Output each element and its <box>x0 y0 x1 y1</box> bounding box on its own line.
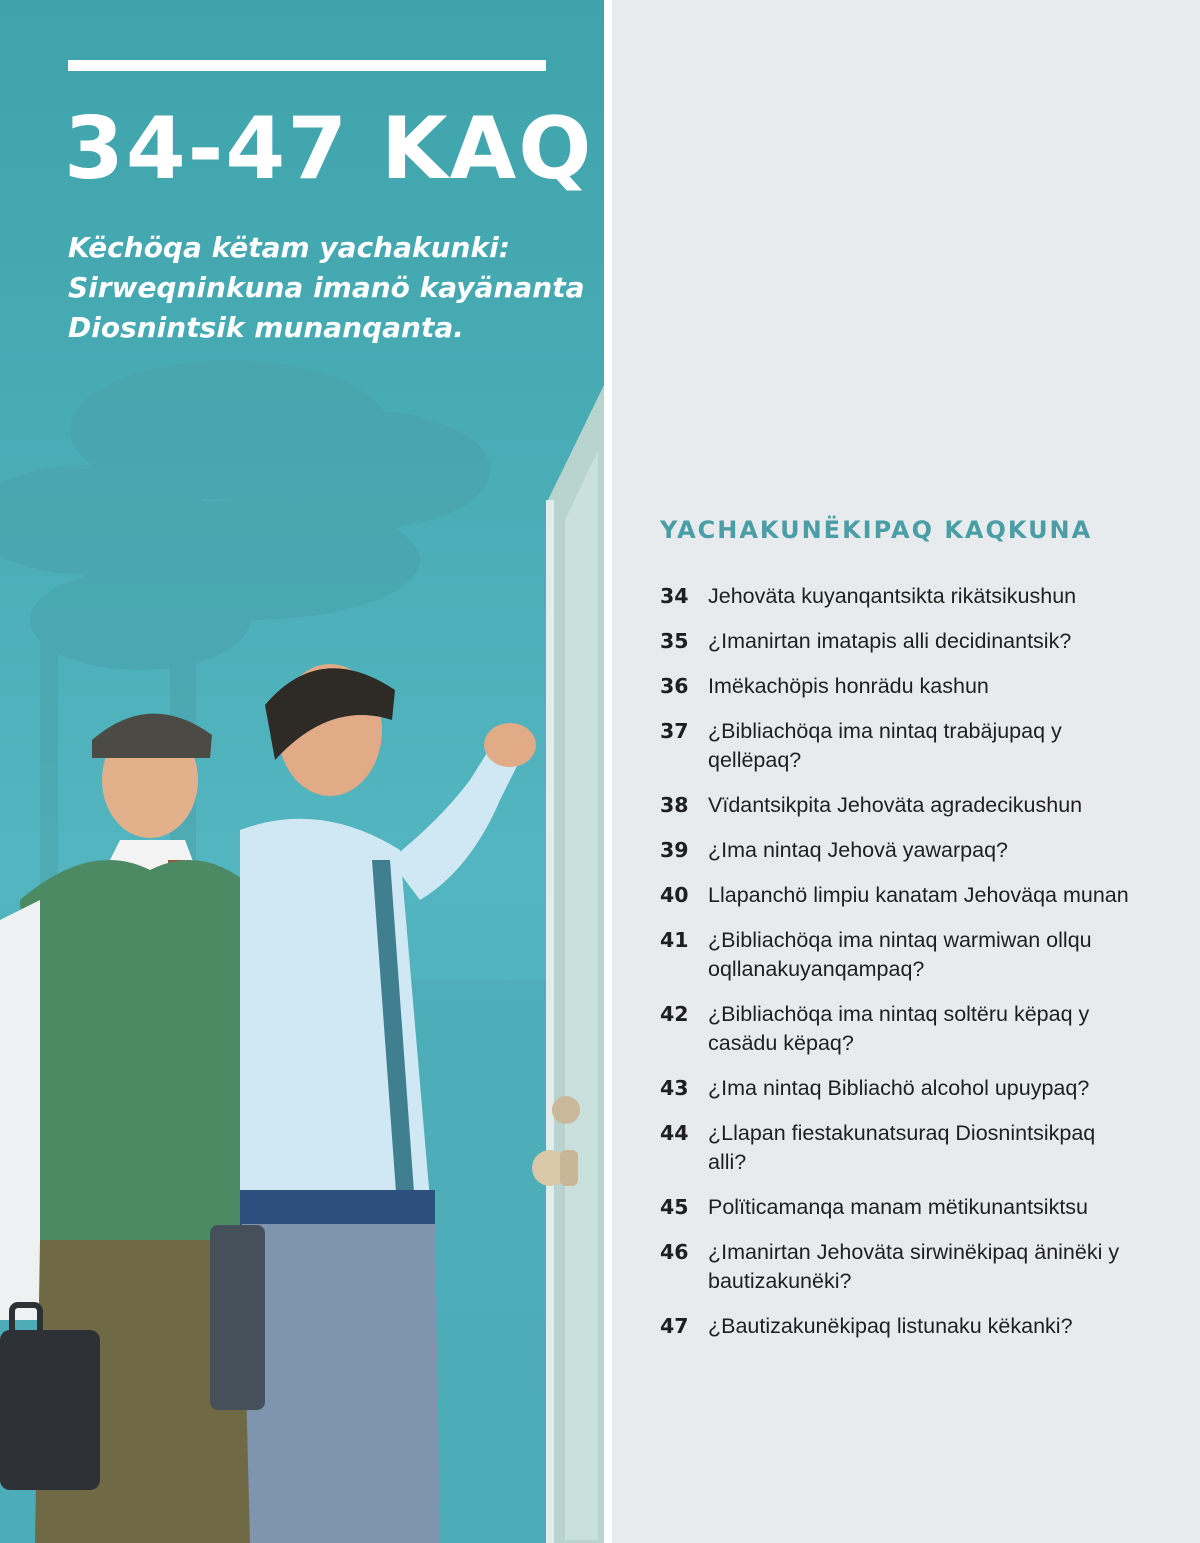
green-vest <box>20 860 265 1240</box>
lesson-title: ¿Llapan fiestakunatsuraq Diosnintsikpaq alli? <box>708 1121 1096 1174</box>
lesson-title: ¿Bautizakunëkipaq listunaku këkanki? <box>708 1314 1073 1338</box>
lesson-number: 36 <box>660 674 689 698</box>
lesson-number: 45 <box>660 1195 689 1219</box>
contents-heading: YACHAKUNËKIPAQ KAQKUNA <box>660 516 1093 544</box>
lesson-number: 39 <box>660 838 689 862</box>
lesson-item <box>660 881 1180 910</box>
lesson-title: ¿Ima nintaq Bibliachö alcohol upuypaq? <box>708 1076 1090 1100</box>
lesson-number: 43 <box>660 1076 689 1100</box>
lesson-item <box>660 1074 1180 1103</box>
contents-panel <box>612 0 1200 1543</box>
lesson-title: Vïdantsikpita Jehoväta agradecikushun <box>708 793 1083 817</box>
lesson-item <box>660 672 1180 701</box>
lesson-title: ¿Imanirtan Jehoväta sirwinëkipaq äninëki y bautizakunëki? <box>708 1240 1120 1293</box>
lesson-title: ¿Ima nintaq Jehovä yawarpaq? <box>708 838 1008 862</box>
lesson-title: ¿Bibliachöqa ima nintaq warmiwan ollqu oqllanakuyanqampaq? <box>708 928 1092 981</box>
lesson-item <box>660 627 1180 656</box>
trousers <box>242 1224 440 1543</box>
lesson-title: Polïticamanqa manam mëtikunantsiktsu <box>708 1195 1089 1219</box>
lesson-number: 47 <box>660 1314 689 1338</box>
lesson-number: 46 <box>660 1240 689 1264</box>
lesson-number: 41 <box>660 928 689 952</box>
lesson-number: 37 <box>660 719 689 743</box>
lesson-item <box>660 1119 1180 1177</box>
lesson-item <box>660 1000 1180 1058</box>
lesson-number: 44 <box>660 1121 689 1145</box>
lesson-item <box>660 1238 1180 1296</box>
lesson-number: 34 <box>660 584 689 608</box>
lesson-title: ¿Bibliachöqa ima nintaq soltëru këpaq y casädu këpaq? <box>708 1002 1090 1055</box>
lesson-title: Jehoväta kuyanqantsikta rikätsikushun <box>708 584 1077 608</box>
title-rule <box>68 60 546 71</box>
lesson-number: 40 <box>660 883 689 907</box>
lesson-item <box>660 791 1180 820</box>
knocking-hand <box>484 723 536 767</box>
older-man-figure <box>0 714 265 1543</box>
lesson-title: Llapanchö limpiu kanatam Jehoväqa munan <box>708 883 1129 907</box>
lesson-item <box>660 1193 1180 1222</box>
shoulder-bag <box>210 1225 265 1410</box>
panel-divider <box>604 0 612 1543</box>
belt <box>240 1190 435 1226</box>
lesson-title: Imëkachöpis honrädu kashun <box>708 674 989 698</box>
lesson-title: ¿Bibliachöqa ima nintaq trabäjupaq y qellëpaq? <box>708 719 1062 772</box>
lesson-number: 35 <box>660 629 689 653</box>
lesson-item <box>660 717 1180 775</box>
briefcase <box>0 1330 100 1490</box>
lesson-item <box>660 926 1180 984</box>
lesson-list <box>660 582 1180 1357</box>
lesson-number: 38 <box>660 793 689 817</box>
page-title: 34-47 KAQ <box>64 99 594 199</box>
page-subtitle: Këchöqa këtam yachakunki: Sirweqninkuna imanö kayänanta Diosnintsik munanqanta. <box>68 231 585 344</box>
lesson-item <box>660 582 1180 611</box>
door-lock <box>552 1096 580 1124</box>
lesson-number: 42 <box>660 1002 689 1026</box>
lesson-title: ¿Imanirtan imatapis alli decidinantsik? <box>708 629 1072 653</box>
lesson-item <box>660 836 1180 865</box>
lesson-item <box>660 1312 1180 1341</box>
